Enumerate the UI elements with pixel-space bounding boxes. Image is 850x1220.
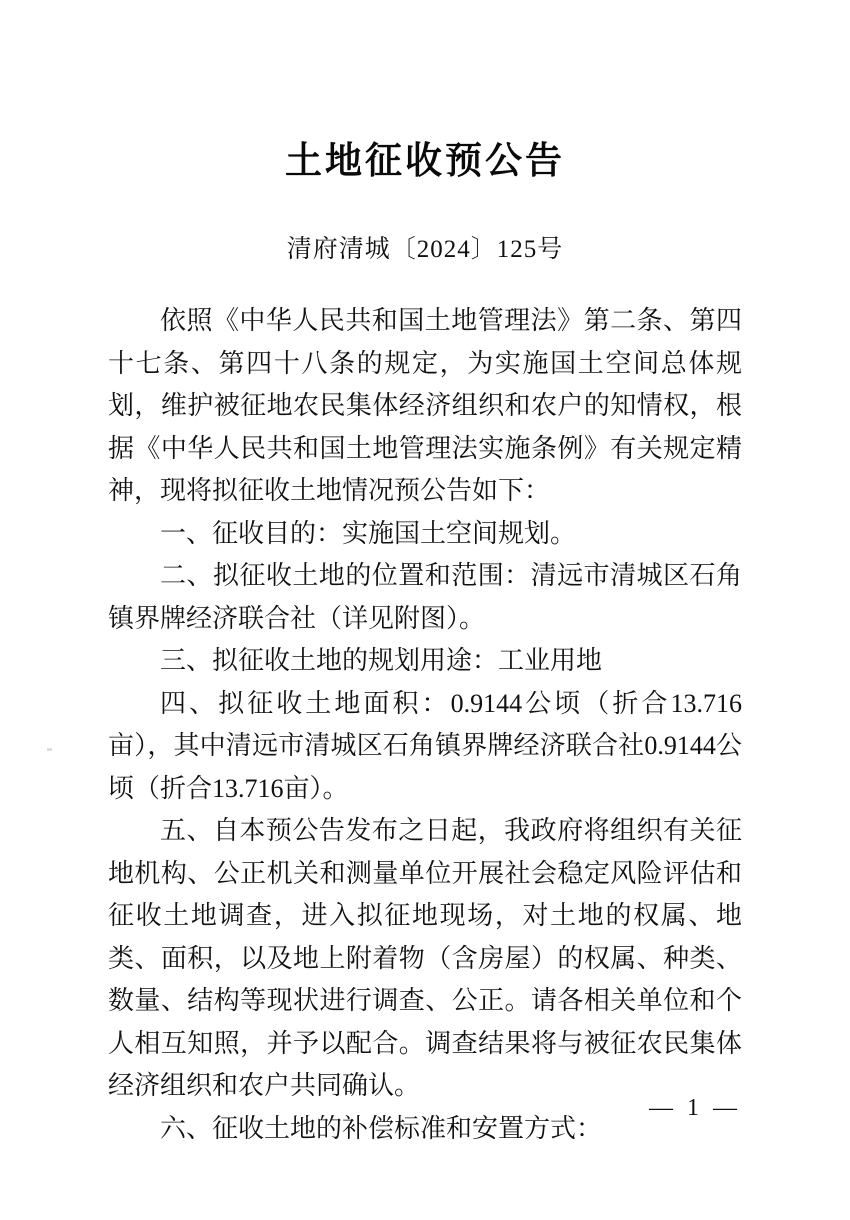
- paragraph-item-4: 四、拟征收土地面积：0.9144公顷（折合13.716亩），其中清远市清城区石角镇界牌经济联合社0.9144公顷（折合13.716亩）。: [108, 688, 742, 803]
- page-number-footer: [0, 1095, 850, 1122]
- paragraph-preamble: 依照《中华人民共和国土地管理法》第二条、第四十七条、第四十八条的规定，为实施国土空间总体规划，维护被征地农民集体经济组织和农户的知情权，根据《中华人民共和国土地管理法实施条例》有关规定精神，现将拟征收土地情况预公告如下：: [108, 306, 742, 505]
- document-number: 清府清城〔2024〕125号: [286, 236, 564, 263]
- paragraph-item-2: 二、拟征收土地的位置和范围：清远市清城区石角镇界牌经济联合社（详见附图）。: [108, 561, 742, 633]
- paragraph-item-6: 六、征收土地的补偿标准和安置方式：: [160, 1113, 603, 1143]
- page-title: 土地征收预公告: [285, 141, 565, 182]
- scan-artifact: [47, 748, 52, 751]
- page-number-label: — 1 —: [649, 1095, 741, 1121]
- paragraph-item-1: 一、征收目的：实施国土空间规划。: [160, 518, 577, 548]
- paragraph-item-3: 三、拟征收土地的规划用途：工业用地: [160, 646, 603, 675]
- document-body: [108, 300, 742, 1150]
- paragraph-item-5: 五、自本预公告发布之日起，我政府将组织有关征地机构、公正机关和测量单位开展社会稳定风险评估和征收土地调查，进入拟征地现场，对土地的权属、地类、面积，以及地上附着物（含房屋）的权属、种类、数量、结构等现状进行调查、公正。请各相关单位和个人相互知照，并予以配合。调查结果将与被征农民集体经济组织和农户共同确认。: [108, 816, 742, 1100]
